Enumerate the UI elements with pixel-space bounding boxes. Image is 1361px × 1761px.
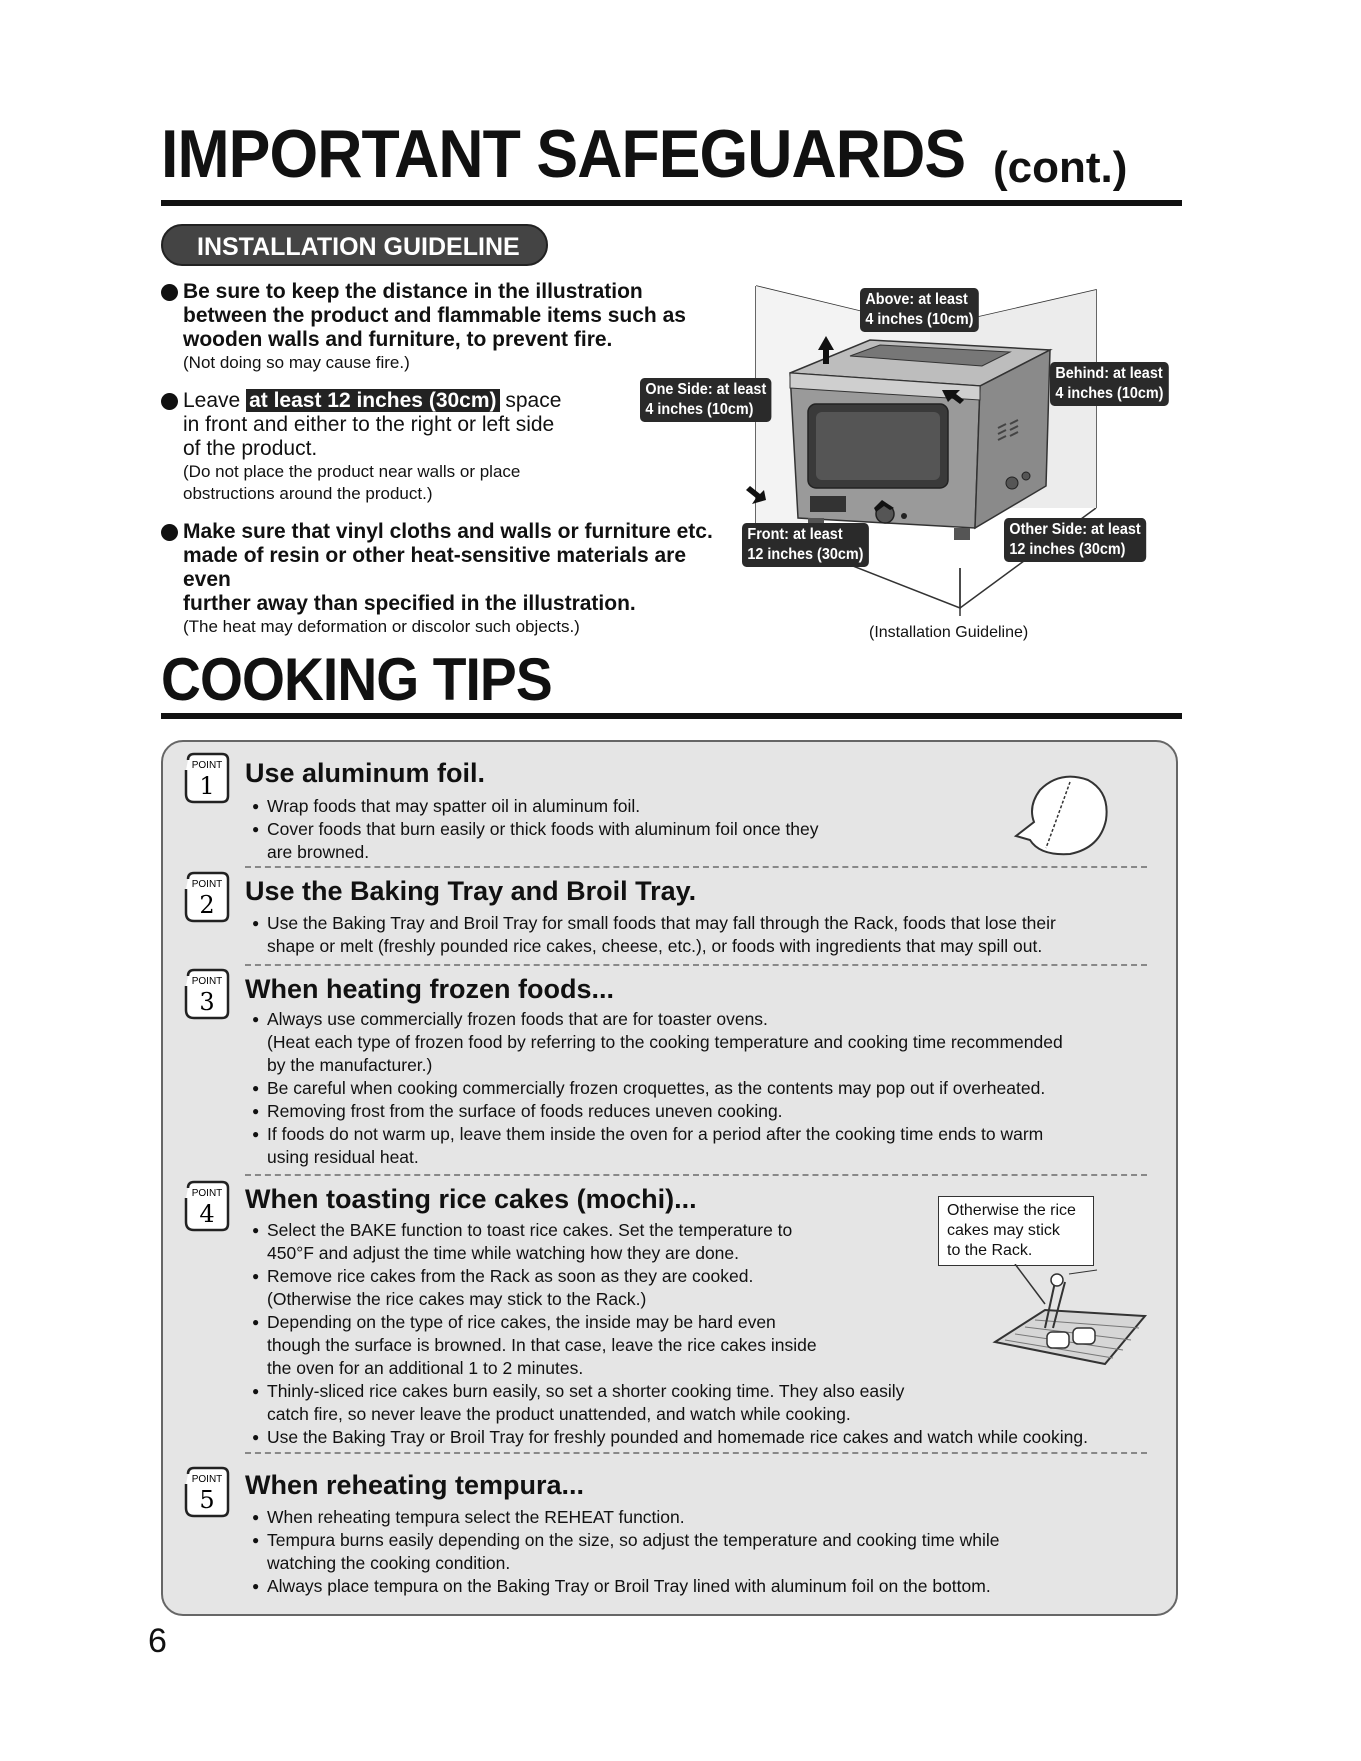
text-line: in front and either to the right or left side bbox=[183, 413, 555, 436]
point-3-icon bbox=[182, 966, 232, 1022]
list-item bbox=[252, 1123, 1157, 1169]
text-line: (Otherwise the rice cakes may stick to the Rack.) bbox=[267, 1289, 647, 1309]
text-line: ● Be careful when cooking commercially frozen croquettes, as the contents may pop out if overheated. bbox=[267, 1078, 1046, 1098]
point-number: 5 bbox=[199, 1486, 215, 1514]
rack-rice-cakes-icon bbox=[985, 1264, 1155, 1394]
text-line: Front: at least bbox=[747, 526, 843, 543]
text-line: ● Always place tempura on the Baking Tray or Broil Tray lined with aluminum foil on the bottom. bbox=[267, 1576, 991, 1596]
text-line: Be sure to keep the distance in the illustration bbox=[183, 280, 643, 303]
rice-cake-callout bbox=[938, 1196, 1094, 1266]
text-line: ● Wrap foods that may spatter oil in aluminum foil. bbox=[267, 796, 641, 816]
point-1-title: Use aluminum foil. bbox=[245, 758, 486, 788]
list-item bbox=[252, 912, 1157, 958]
divider bbox=[245, 866, 1147, 868]
list-item bbox=[252, 1575, 1157, 1598]
point-number: 4 bbox=[199, 1200, 215, 1228]
installation-illustration bbox=[630, 278, 1190, 618]
illustration-caption: (Installation Guideline) bbox=[869, 624, 1029, 641]
text-line: cakes may stick bbox=[947, 1222, 1060, 1239]
text-line: ● Thinly-sliced rice cakes burn easily, so set a shorter cooking time. They also easily bbox=[267, 1381, 905, 1401]
text-line: 4 inches (10cm) bbox=[645, 401, 754, 418]
list-item bbox=[252, 1529, 1157, 1575]
text-line: ● Use the Baking Tray and Broil Tray for small foods that may fall through the Rack, foods that lose their bbox=[267, 913, 1056, 933]
point-1-body bbox=[252, 795, 912, 864]
text-line: between the product and flammable items such as bbox=[183, 304, 686, 327]
text-line: to the Rack. bbox=[947, 1242, 1033, 1259]
point-number: 3 bbox=[199, 988, 215, 1016]
above-clearance-label bbox=[860, 288, 979, 332]
one-side-clearance-label bbox=[640, 378, 772, 422]
text-line: ● Always use commercially frozen foods that are for toaster ovens. bbox=[267, 1009, 768, 1029]
text-line: One Side: at least bbox=[645, 381, 767, 398]
aluminum-foil-icon bbox=[1010, 770, 1116, 858]
text-line: ● Cover foods that burn easily or thick foods with aluminum foil once they bbox=[267, 819, 819, 839]
cooking-tips-divider bbox=[161, 713, 1182, 719]
point-1-icon bbox=[182, 750, 232, 806]
point-5-icon bbox=[182, 1464, 232, 1520]
text-line: ● Tempura burns easily depending on the size, so adjust the temperature and cooking time while bbox=[267, 1530, 1000, 1550]
text-line: wooden walls and furniture, to prevent fire. bbox=[183, 328, 613, 351]
text-line: by the manufacturer.) bbox=[267, 1055, 433, 1075]
text-line: (Do not place the product near walls or place bbox=[183, 462, 521, 481]
text-line: (Heat each type of frozen food by referring to the cooking temperature and cooking time recommended bbox=[267, 1032, 1063, 1052]
point-2-title: Use the Baking Tray and Broil Tray. bbox=[245, 876, 697, 906]
page-title-suffix: (cont.) bbox=[993, 143, 1128, 192]
text-line: ● Select the BAKE function to toast rice cakes. Set the temperature to bbox=[267, 1220, 793, 1240]
list-item bbox=[252, 818, 912, 864]
front-clearance-label bbox=[742, 523, 869, 567]
list-item bbox=[252, 1100, 1157, 1123]
text-line: 4 inches (10cm) bbox=[1055, 385, 1164, 402]
text-line: though the surface is browned. In that case, leave the rice cakes inside bbox=[267, 1335, 817, 1355]
point-label: POINT bbox=[191, 976, 223, 987]
install-bullet-1-note: (Not doing so may cause fire.) bbox=[183, 353, 410, 372]
title-divider bbox=[161, 200, 1182, 206]
list-item bbox=[252, 795, 912, 818]
point-3-body bbox=[252, 1008, 1157, 1169]
text-line: of the product. bbox=[183, 437, 318, 460]
point-label: POINT bbox=[191, 879, 223, 890]
point-number: 1 bbox=[199, 772, 215, 800]
text-line: Other Side: at least bbox=[1009, 521, 1141, 538]
point-label: POINT bbox=[191, 1188, 223, 1199]
point-2-body bbox=[252, 912, 1157, 958]
text-line: made of resin or other heat-sensitive materials are even bbox=[183, 544, 687, 591]
page-title: IMPORTANT SAFEGUARDS bbox=[161, 116, 966, 192]
distance-highlight: at least 12 inches (30cm) bbox=[246, 389, 499, 412]
divider bbox=[245, 964, 1147, 966]
text-line: 4 inches (10cm) bbox=[865, 311, 974, 328]
text-fragment: Leave bbox=[183, 389, 241, 412]
text-line: catch fire, so never leave the product unattended, and watch while cooking. bbox=[267, 1404, 851, 1424]
point-number: 2 bbox=[199, 891, 215, 919]
text-line: obstructions around the product.) bbox=[183, 484, 433, 503]
text-line: Make sure that vinyl cloths and walls or furniture etc. bbox=[183, 520, 713, 543]
other-side-clearance-label bbox=[1004, 518, 1146, 562]
text-line: watching the cooking condition. bbox=[267, 1553, 511, 1573]
text-line: 450°F and adjust the time while watching how they are done. bbox=[267, 1243, 740, 1263]
point-label: POINT bbox=[191, 760, 223, 771]
point-label: POINT bbox=[191, 1474, 223, 1485]
divider bbox=[245, 1174, 1147, 1176]
point-2-icon bbox=[182, 869, 232, 925]
page-number: 6 bbox=[148, 1622, 167, 1660]
point-5-title: When reheating tempura... bbox=[245, 1470, 585, 1500]
text-fragment: space bbox=[505, 389, 562, 412]
text-line: further away than specified in the illustration. bbox=[183, 592, 636, 615]
text-line: ● Removing frost from the surface of foods reduces uneven cooking. bbox=[267, 1101, 783, 1121]
install-bullet-3-note: (The heat may deformation or discolor such objects.) bbox=[183, 617, 580, 636]
divider bbox=[245, 1452, 1147, 1454]
text-line: ● If foods do not warm up, leave them inside the oven for a period after the cooking time ends to warm bbox=[267, 1124, 1044, 1144]
text-line: the oven for an additional 1 to 2 minutes. bbox=[267, 1358, 584, 1378]
list-item bbox=[252, 1506, 1157, 1529]
text-line: ● When reheating tempura select the REHEAT function. bbox=[267, 1507, 685, 1527]
text-line: using residual heat. bbox=[267, 1147, 419, 1167]
text-line: ● Remove rice cakes from the Rack as soon as they are cooked. bbox=[267, 1266, 754, 1286]
text-line: ● Use the Baking Tray or Broil Tray for freshly pounded and homemade rice cakes and watch while cooking. bbox=[267, 1427, 1088, 1447]
text-line: ● Depending on the type of rice cakes, the inside may be hard even bbox=[267, 1312, 776, 1332]
text-line: 12 inches (30cm) bbox=[747, 546, 864, 563]
text-line: Otherwise the rice bbox=[947, 1202, 1076, 1219]
text-line: are browned. bbox=[267, 842, 370, 862]
behind-clearance-label bbox=[1050, 362, 1169, 406]
cooking-tips-title: COOKING TIPS bbox=[161, 646, 552, 713]
point-3-title: When heating frozen foods... bbox=[245, 974, 614, 1004]
text-line: 12 inches (30cm) bbox=[1009, 541, 1126, 558]
list-item bbox=[252, 1426, 1157, 1449]
list-item bbox=[252, 1077, 1157, 1100]
point-5-body bbox=[252, 1506, 1157, 1598]
point-4-title: When toasting rice cakes (mochi)... bbox=[245, 1184, 697, 1214]
text-line: Above: at least bbox=[865, 291, 968, 308]
text-line: shape or melt (freshly pounded rice cakes, cheese, etc.), or foods with ingredients that may spill out. bbox=[267, 936, 1043, 956]
text-line: Behind: at least bbox=[1055, 365, 1163, 382]
installation-guideline-heading: INSTALLATION GUIDELINE bbox=[161, 224, 548, 266]
list-item bbox=[252, 1008, 1157, 1077]
point-4-icon bbox=[182, 1178, 232, 1234]
